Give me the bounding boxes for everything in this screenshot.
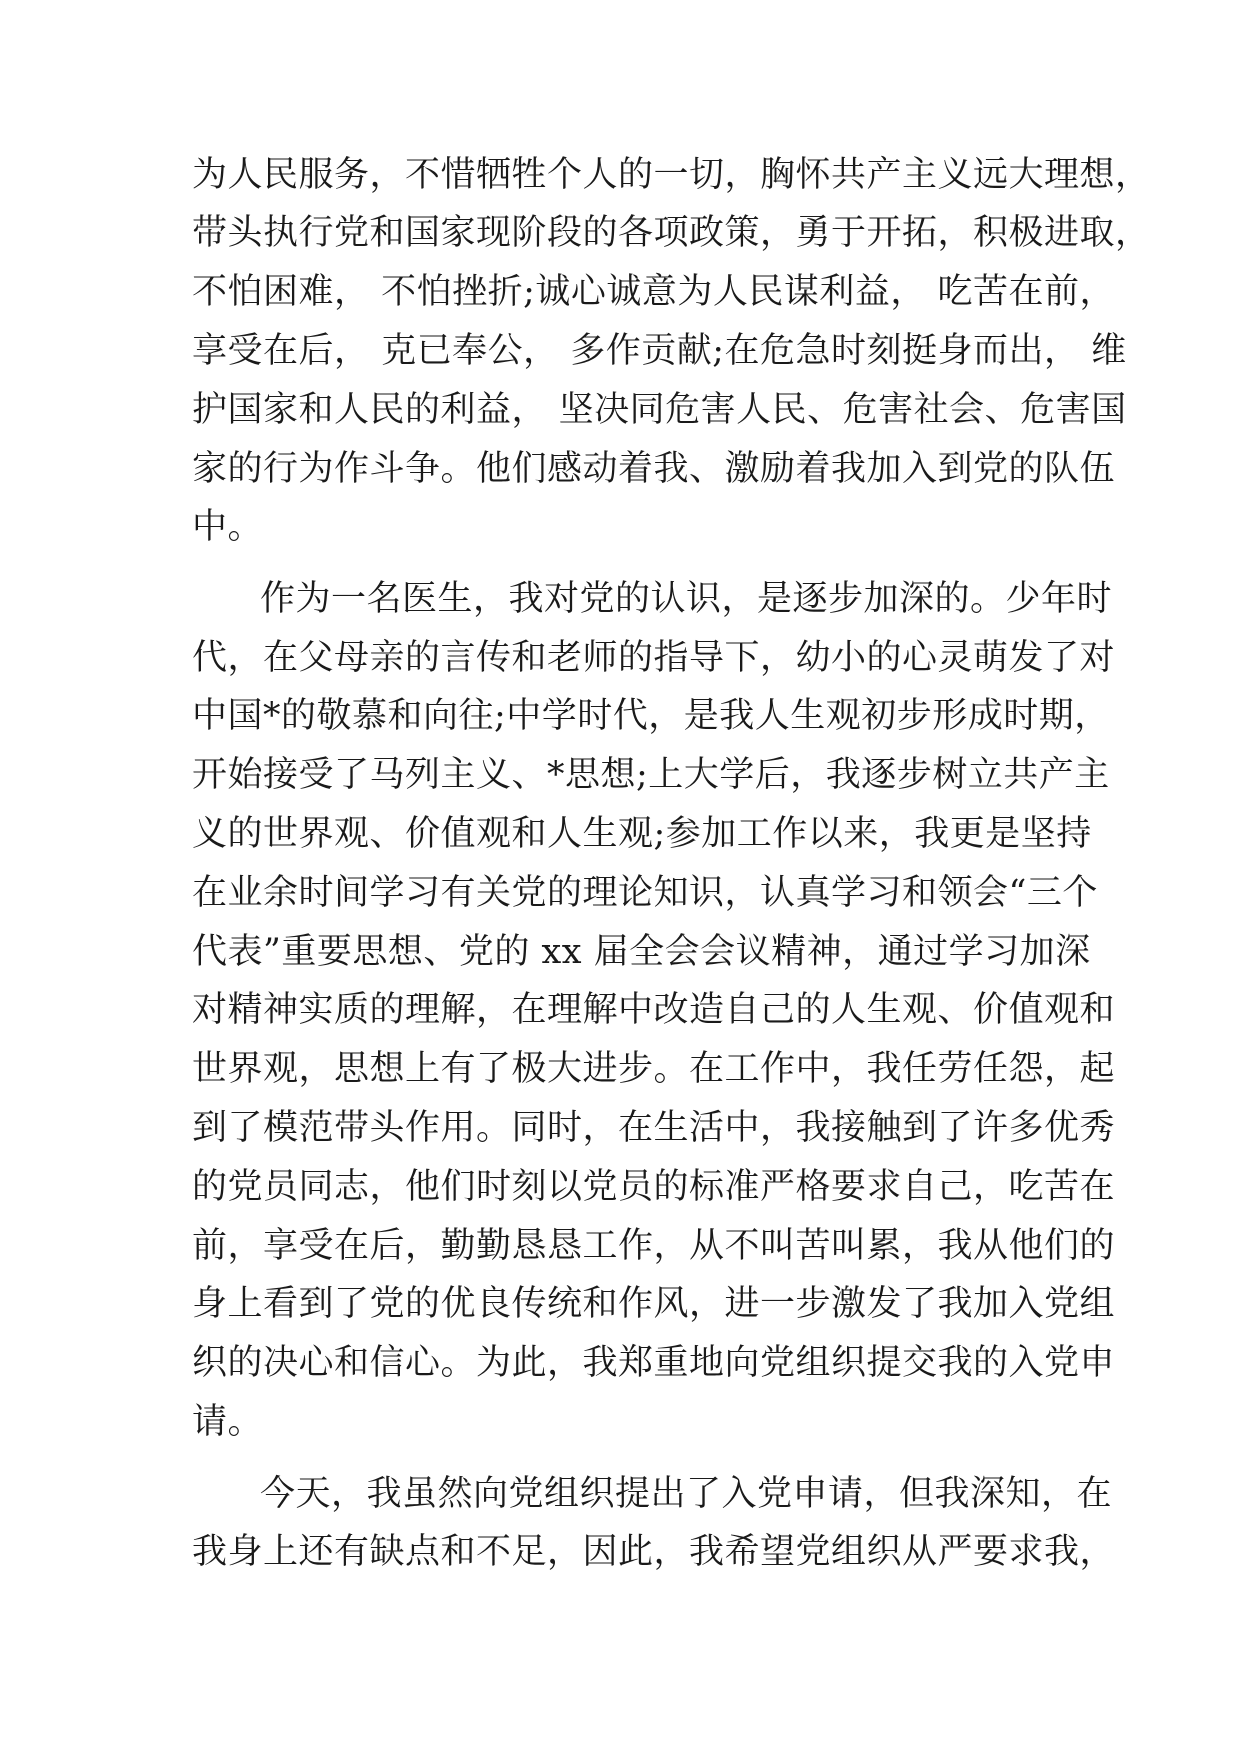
text-line: 带头执行党和国家现阶段的各项政策，勇于开拓，积极进取， bbox=[192, 213, 1151, 253]
text-line: 不怕困难， 不怕挫折;诚心诚意为人民谋利益， 吃苦在前， bbox=[192, 272, 1116, 312]
text-line: 在业余时间学习有关党的理论知识，认真学习和领会“三个 bbox=[192, 873, 1098, 913]
text-line: 到了模范带头作用。同时，在生活中，我接触到了许多优秀 bbox=[192, 1108, 1116, 1148]
text-line: 的党员同志，他们时刻以党员的标准严格要求自己，吃苦在 bbox=[192, 1167, 1116, 1207]
text-line: 享受在后， 克已奉公， 多作贡献;在危急时刻挺身而出， 维 bbox=[192, 331, 1127, 371]
text-line: 中。 bbox=[192, 507, 264, 547]
text-line: 身上看到了党的优良传统和作风，进一步激发了我加入党组 bbox=[192, 1284, 1116, 1324]
text-line: 请。 bbox=[192, 1402, 264, 1442]
text-line: 家的行为作斗争。他们感动着我、激励着我加入到党的队伍 bbox=[192, 449, 1116, 489]
text-line: 义的世界观、价值观和人生观;参加工作以来，我更是坚持 bbox=[192, 814, 1092, 854]
text-line: 开始接受了马列主义、*思想;上大学后，我逐步树立共产主 bbox=[192, 755, 1110, 795]
text-line: 代，在父母亲的言传和老师的指导下，幼小的心灵萌发了对 bbox=[192, 638, 1116, 678]
text-line: 前，享受在后，勤勤恳恳工作，从不叫苦叫累，我从他们的 bbox=[192, 1226, 1116, 1266]
text-line: 护国家和人民的利益， 坚决同危害人民、危害社会、危害国 bbox=[192, 390, 1127, 430]
text-line: 中国*的敬慕和向往;中学时代，是我人生观初步形成时期， bbox=[192, 696, 1110, 736]
paragraph-first-line: 作为一名医生，我对党的认识，是逐步加深的。少年时 bbox=[260, 579, 1113, 619]
text-line: 我身上还有缺点和不足，因此，我希望党组织从严要求我， bbox=[192, 1532, 1116, 1572]
text-line: 世界观，思想上有了极大进步。在工作中，我任劳任怨，起 bbox=[192, 1049, 1116, 1089]
text-line: 对精神实质的理解，在理解中改造自己的人生观、价值观和 bbox=[192, 990, 1116, 1030]
text-line: 代表”重要思想、党的 xx 届全会会议精神，通过学习加深 bbox=[192, 932, 1091, 972]
text-line: 织的决心和信心。为此，我郑重地向党组织提交我的入党申 bbox=[192, 1343, 1116, 1383]
text-line: 为人民服务，不惜牺牲个人的一切，胸怀共产主义远大理想， bbox=[192, 155, 1151, 195]
paragraph-first-line: 今天，我虽然向党组织提出了入党申请，但我深知，在 bbox=[260, 1474, 1113, 1514]
